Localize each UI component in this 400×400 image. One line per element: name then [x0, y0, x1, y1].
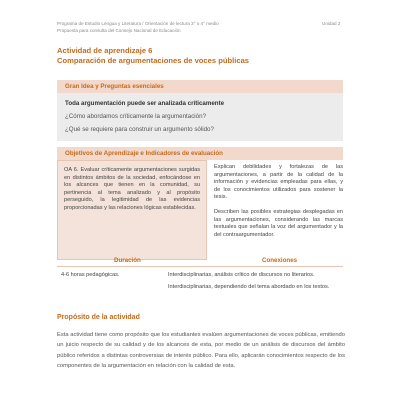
- connection-2: Interdisciplinarias, dependiendo del tema abordado en los textos.: [168, 284, 330, 290]
- objectives-heading-bar: [57, 147, 343, 160]
- big-idea-heading-bar: [57, 80, 343, 93]
- indicator-2: Describen las posibles estrategias desplegadas en las argumentaciones, considerando las marcas textuales que señalan la voz del argumentador y la del contraargumentador.: [214, 209, 343, 238]
- essential-question-1: ¿Cómo abordamos críticamente la argumentación?: [65, 113, 207, 120]
- program-line-2: Propuesta para consulta del Consejo Nacional de Educación: [57, 27, 181, 33]
- duration-value: 4-6 horas pedagógicas.: [61, 272, 120, 278]
- connections-label: Conexiones: [262, 257, 298, 264]
- program-line-1: Programa de Estudio Lengua y Literatura / Orientación de lectura 3° o 4° medio: [57, 21, 219, 26]
- big-idea-statement: Toda argumentación puede ser analizada críticamente: [65, 100, 225, 107]
- objectives-heading: Objetivos de Aprendizaje e Indicadores de evaluación: [65, 150, 223, 157]
- big-idea-heading: Gran Idea y Preguntas esenciales: [65, 83, 164, 90]
- indicator-1: Explican debilidades y fortalezas de las argumentaciones, a partir de la calidad de la información y evidencias empleadas para ellas, y de los conocimientos utilizados para sostener la tesis.: [214, 164, 343, 201]
- big-idea-box: [57, 93, 343, 141]
- program-header: [57, 21, 357, 34]
- purpose-text: Esta actividad tiene como propósito que los estudiantes evalúen argumentaciones de voces públicas, emitiendo un juicio respecto de su calidad y de los alcances de esta, por medio de un análisis de discursos del ámbito público referidos a distintas controversias de interés público. Para ello, aplicarán conocimientos respecto de los componentes de la argumentación en relación con la calidad de esta.: [57, 332, 345, 370]
- unit-label: Unidad 2: [322, 21, 341, 26]
- essential-question-2: ¿Qué se requiere para construir un argumento sólido?: [65, 126, 214, 133]
- learning-objective-text: OA 6. Evaluar críticamente argumentaciones surgidas en distintos ámbitos de la sociedad, enfocándose en los alcances que tienen en la comunidad, su pertinencia al tema analizado y al propósito perseguido, la legitimidad de las evidencias proporcionadas y las relaciones lógicas establecidas.: [64, 167, 200, 211]
- connection-1: Interdisciplinarias, análisis crítico de discursos no literarios.: [168, 272, 315, 278]
- purpose-title: Propósito de la actividad: [57, 314, 140, 321]
- activity-subtitle: Comparación de argumentaciones de voces públicas: [57, 56, 250, 65]
- section-divider: [57, 266, 343, 267]
- duration-label: Duración: [114, 257, 141, 264]
- learning-objective-box: [57, 160, 207, 260]
- activity-title: Actividad de aprendizaje 6: [57, 46, 153, 55]
